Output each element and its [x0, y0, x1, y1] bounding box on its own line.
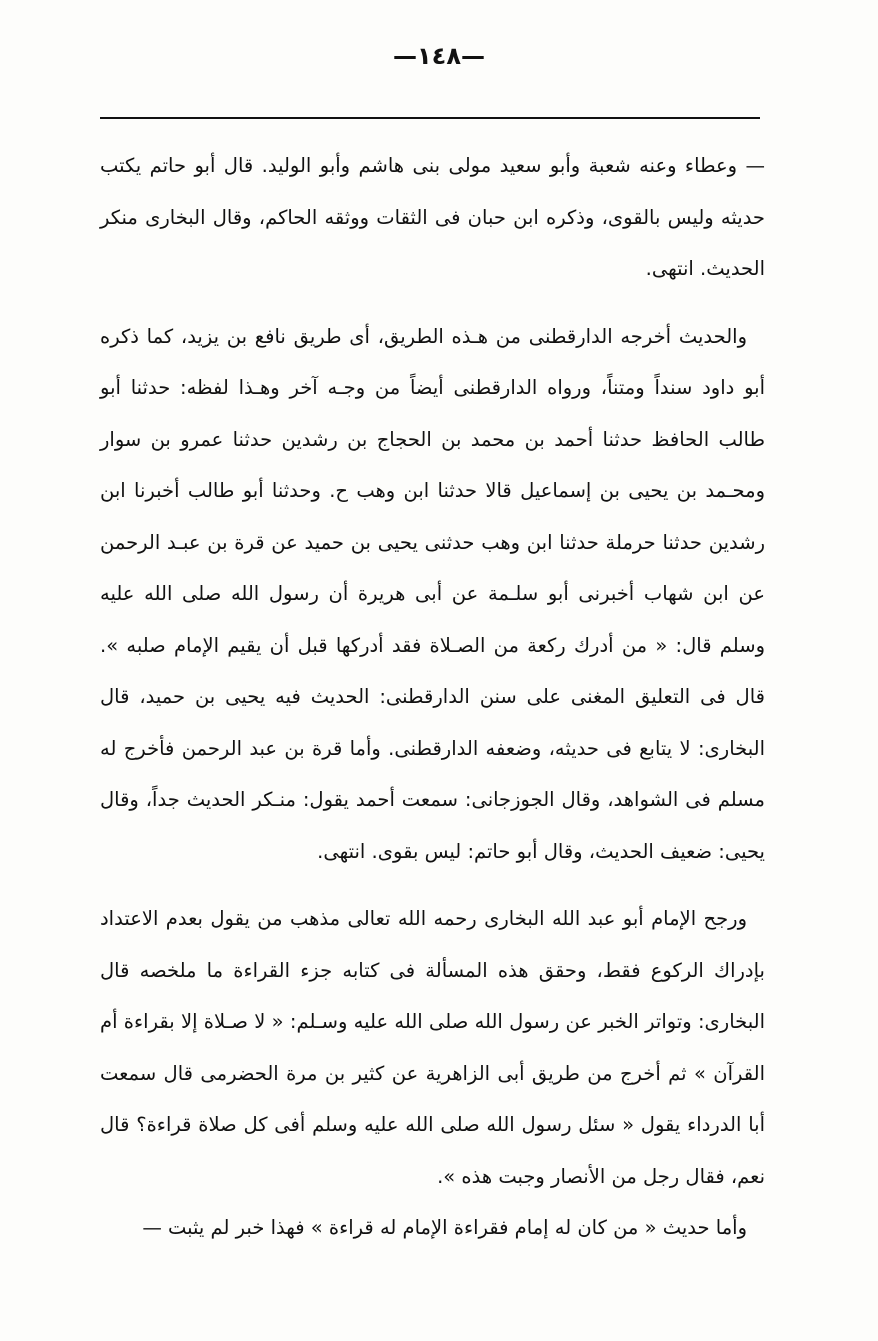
page-number: —١٤٨— — [393, 42, 485, 70]
paragraph-imam-hadith: وأما حديث « من كان له إمام فقراءة الإمام له قراءة » فهذا خبر لم يثبت — — [142, 1216, 747, 1239]
paragraph-continuation: — وعطاء وعنه شعبة وأبو سعيد مولى بنى هاشم وأبو الوليد. قال أبو حاتم يكتب حديثه وليس بالقوى، وذكره ابن حبان فى الثقات ووثقه الحاكم، وقال البخارى منكر الحديث. انتهى. — [100, 154, 765, 280]
paragraph-daraqutni-hadith: والحديث أخرجه الدارقطنى من هـذه الطريق، أى طريق نافع بن يزيد، كما ذكره أبو داود سنداً ومتناً، ورواه الدارقطنى أيضاً من وجـه آخر وهـذا لفظه: حدثنا أبو طالب الحافظ حدثنا أحمد بن محمد بن الحجاج بن رشدين حدثنا عمرو بن سوار ومحـمد بن يحيى بن إسماعيل قالا حدثنا ابن وهب ح. وحدثنا أبو طالب أخبرنا ابن رشدين حدثنا حرملة حدثنا ابن وهب حدثنى يحيى بن حميد عن قرة بن عبـد الرحمن عن ابن شهاب أخبرنى أبو سلـمة عن أبى هريرة أن رسول الله صلى الله عليه وسلم قال: « من أدرك ركعة من الصـلاة فقد أدركها قبل أن يقيم الإمام صلبه ». قال فى التعليق المغنى على سنن الدارقطنى: الحديث فيه يحيى بن حميد، قال البخارى: لا يتابع فى حديثه، وضعفه الدارقطنى. وأما قرة بن عبد الرحمن فأخرج له مسلم فى الشواهد، وقال الجوزجانى: سمعت أحمد يقول: منـكر الحديث جداً، وقال يحيى: ضعيف الحديث، وقال أبو حاتم: ليس بقوى. انتهى. — [100, 324, 765, 863]
paragraph-gap — [100, 295, 765, 311]
paragraph-bukhari-opinion: ورجح الإمام أبو عبد الله البخارى رحمه الله تعالى مذهب من يقول بعدم الاعتداد بإدراك الركوع فقط، وحقق هذه المسألة فى كتابه جزء القراءة ما ملخصه قال البخارى: وتواتر الخبر عن رسول الله صلى الله عليه وسـلم: « لا صـلاة إلا بقراءة أم القرآن » ثم أخرج من طريق أبى الزاهرية عن كثير بن مرة الحضرمى قال سمعت أبا الدرداء يقول « سئل رسول الله صلى الله عليه وسلم أفى كل صلاة قراءة؟ قال نعم، فقال رجل من الأنصار وجبت هذه ». — [100, 907, 765, 1188]
body-text — [100, 140, 765, 1254]
paragraph-gap — [100, 877, 765, 893]
header-rule — [100, 117, 760, 119]
